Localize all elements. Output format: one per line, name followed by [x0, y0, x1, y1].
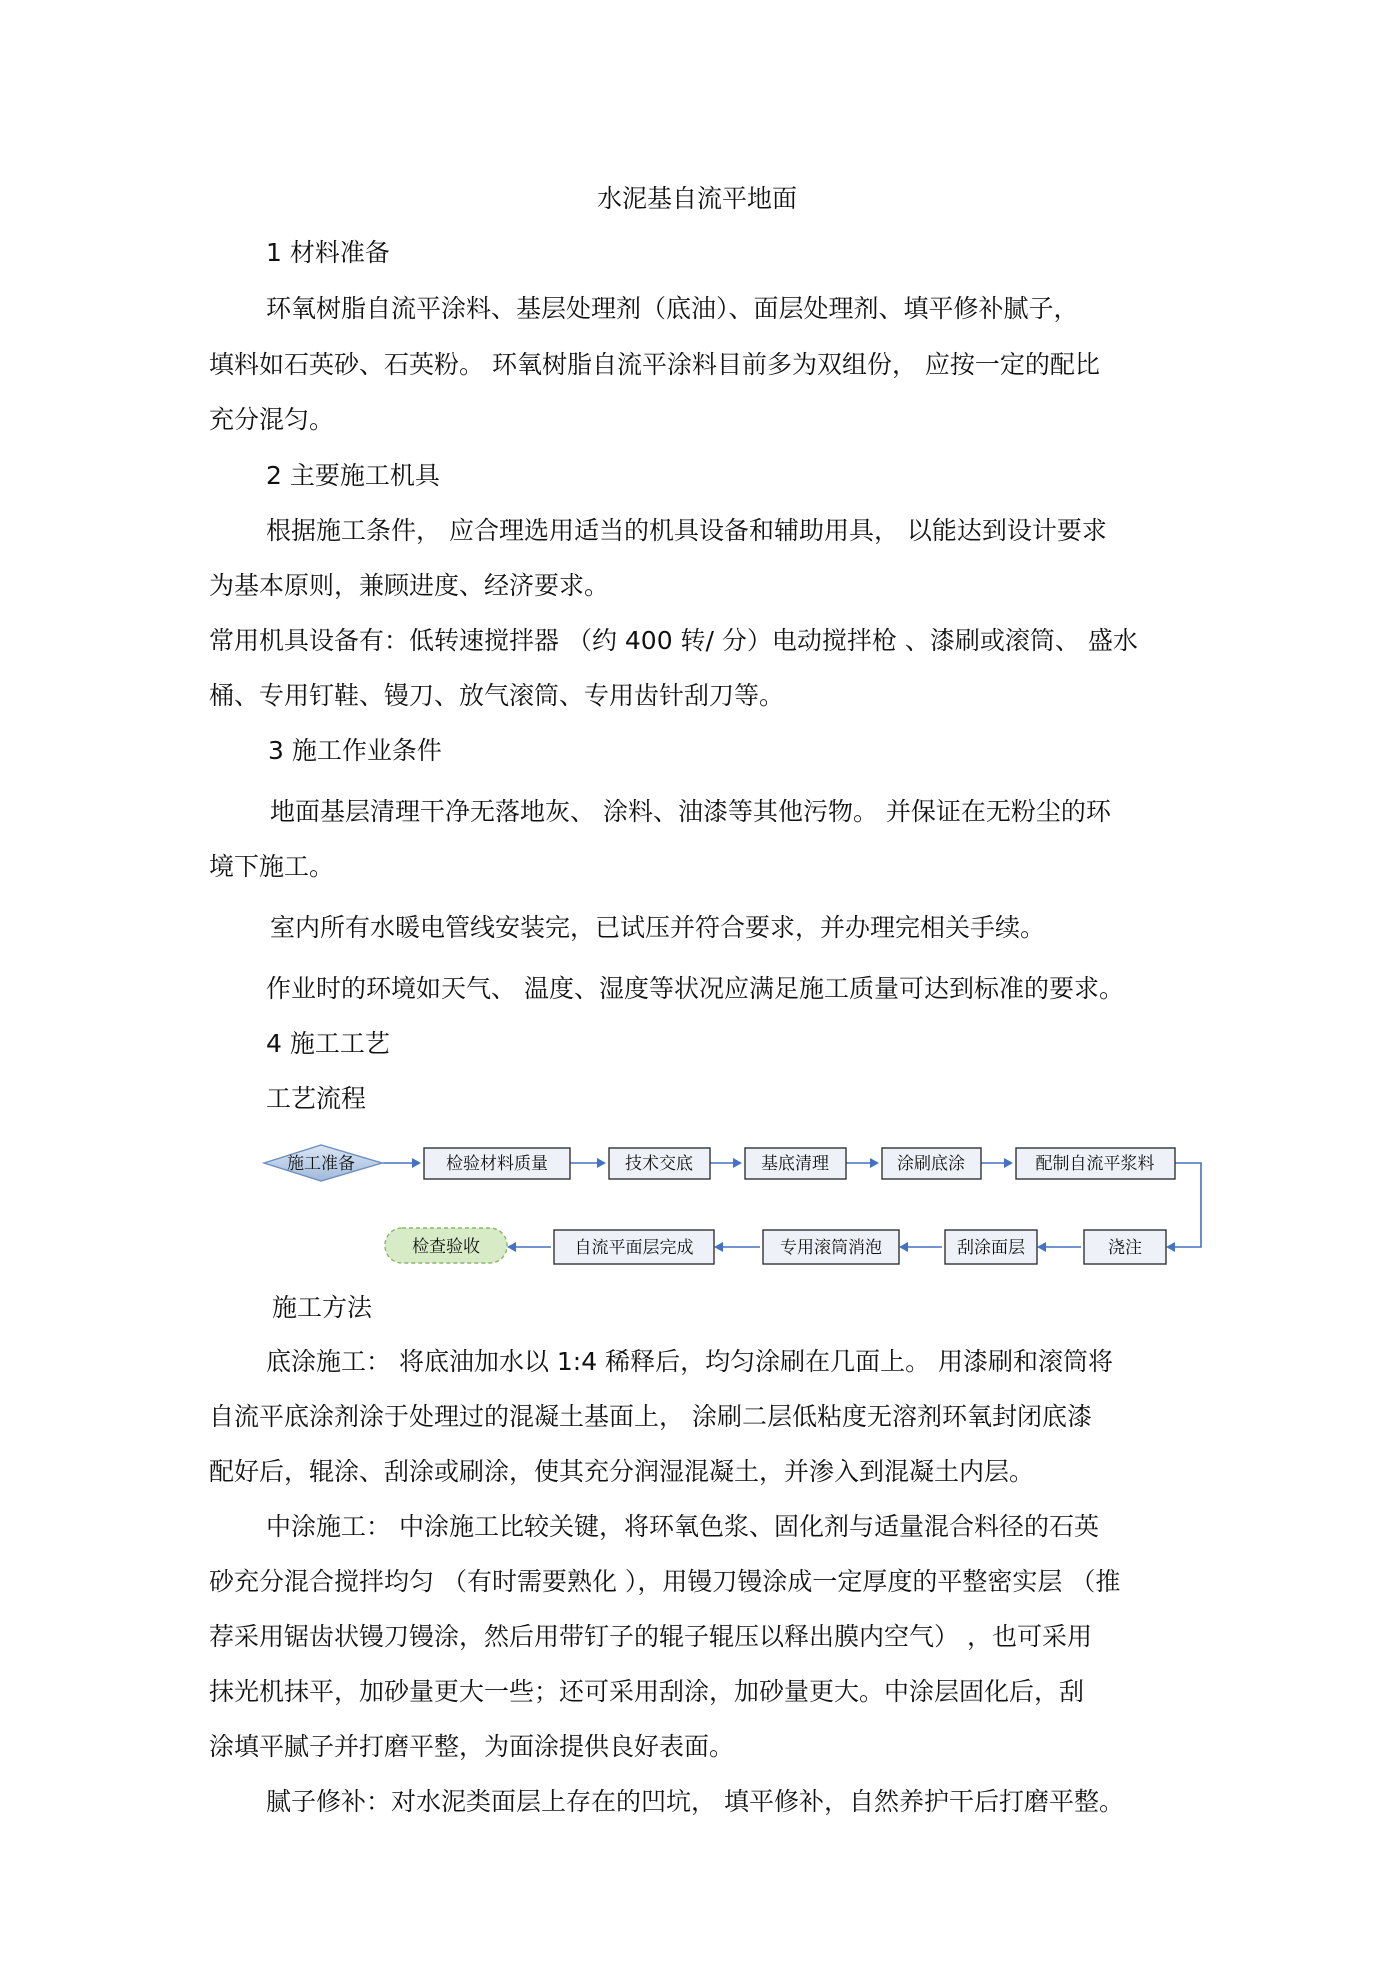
paragraph-line: 为基本原则，兼顾进度、经济要求。: [209, 571, 610, 600]
paragraph-line: 境下施工。: [209, 852, 335, 881]
paragraph-line: 充分混匀。: [209, 405, 335, 434]
flow-node-start: [264, 1145, 382, 1181]
svg-text:自流平面层完成: 自流平面层完成: [574, 1238, 694, 1258]
flow-node: [424, 1148, 570, 1179]
paragraph-line: 常用机具设备有：低转速搅拌器 （约 400 转/ 分）电动搅拌枪 、漆刷或滚筒、 盛水: [209, 626, 1138, 655]
svg-text:检验材料质量: 检验材料质量: [446, 1154, 548, 1174]
flow-node: [745, 1148, 846, 1179]
section-heading-conditions: 3 施工作业条件: [268, 736, 442, 765]
flow-node: [763, 1230, 899, 1264]
paragraph-line: 地面基层清理干净无落地灰、 涂料、油漆等其他污物。 并保证在无粉尘的环: [270, 797, 1111, 826]
paragraph-line: 环氧树脂自流平涂料、基层处理剂（底油）、面层处理剂、填平修补腻子，: [266, 294, 1079, 323]
subheading-method: 施工方法: [272, 1293, 373, 1322]
flow-node: [945, 1230, 1037, 1264]
svg-text:专用滚筒消泡: 专用滚筒消泡: [780, 1238, 882, 1258]
paragraph-line: 配好后，辊涂、刮涂或刷涂，使其充分润湿混凝土，并渗入到混凝土内层。: [209, 1457, 1035, 1486]
flow-node: [1016, 1148, 1175, 1179]
flow-node: [1084, 1230, 1166, 1264]
svg-text:检查验收: 检查验收: [412, 1237, 480, 1257]
paragraph-line: 桶、专用钉鞋、镘刀、放气滚筒、专用齿针刮刀等。: [209, 681, 785, 710]
svg-text:技术交底: 技术交底: [625, 1154, 693, 1174]
flow-node: [882, 1148, 981, 1179]
section-heading-materials: 1 材料准备: [266, 238, 390, 267]
flow-node-end: [385, 1228, 507, 1263]
paragraph-line: 自流平底涂剂涂于处理过的混凝土基面上， 涂刷二层低粘度无溶剂环氧封闭底漆: [209, 1402, 1092, 1431]
paragraph-line: 荐采用锯齿状镘刀镘涂，然后用带钉子的辊子辊压以释出膜内空气） ，也可采用: [209, 1622, 1092, 1651]
paragraph-line: 室内所有水暖电管线安装完，已试压并符合要求，并办理完相关手续。: [270, 913, 1046, 942]
paragraph-line: 腻子修补：对水泥类面层上存在的凹坑， 填平修补，自然养护干后打磨平整。: [266, 1787, 1124, 1816]
paragraph-line: 底涂施工： 将底油加水以 1:4 稀释后，均匀涂刷在几面上。 用漆刷和滚筒将: [266, 1347, 1114, 1376]
svg-text:涂刷底涂: 涂刷底涂: [897, 1154, 965, 1174]
paragraph-line: 涂填平腻子并打磨平整，为面涂提供良好表面。: [209, 1732, 735, 1761]
paragraph-line: 填料如石英砂、石英粉。 环氧树脂自流平涂料目前多为双组份， 应按一定的配比: [209, 350, 1100, 379]
paragraph-line: 作业时的环境如天气、 温度、湿度等状况应满足施工质量可达到标准的要求。: [266, 974, 1124, 1003]
section-heading-process: 4 施工工艺: [266, 1029, 390, 1058]
paragraph-line: 根据施工条件， 应合理选用适当的机具设备和辅助用具， 以能达到设计要求: [266, 516, 1107, 545]
flow-node: [609, 1148, 710, 1179]
paragraph-line: 中涂施工： 中涂施工比较关键，将环氧色浆、固化剂与适量混合料径的石英: [266, 1512, 1099, 1541]
svg-text:基底清理: 基底清理: [761, 1154, 829, 1174]
flow-arrow: [1174, 1163, 1201, 1247]
subheading-flow: 工艺流程: [266, 1084, 367, 1113]
svg-text:配制自流平浆料: 配制自流平浆料: [1035, 1154, 1155, 1174]
paragraph-line: 抹光机抹平，加砂量更大一些；还可采用刮涂，加砂量更大。中涂层固化后，刮: [209, 1677, 1085, 1706]
document-title: 水泥基自流平地面: [596, 184, 797, 213]
svg-text:施工准备: 施工准备: [287, 1154, 355, 1174]
flow-node: [554, 1230, 714, 1264]
svg-text:刮涂面层: 刮涂面层: [957, 1238, 1025, 1258]
section-heading-tools: 2 主要施工机具: [266, 461, 440, 490]
svg-text:浇注: 浇注: [1108, 1238, 1142, 1258]
paragraph-line: 砂充分混合搅拌均匀 （有时需要熟化 ），用镘刀镘涂成一定厚度的平整密实层 （推: [209, 1567, 1121, 1596]
